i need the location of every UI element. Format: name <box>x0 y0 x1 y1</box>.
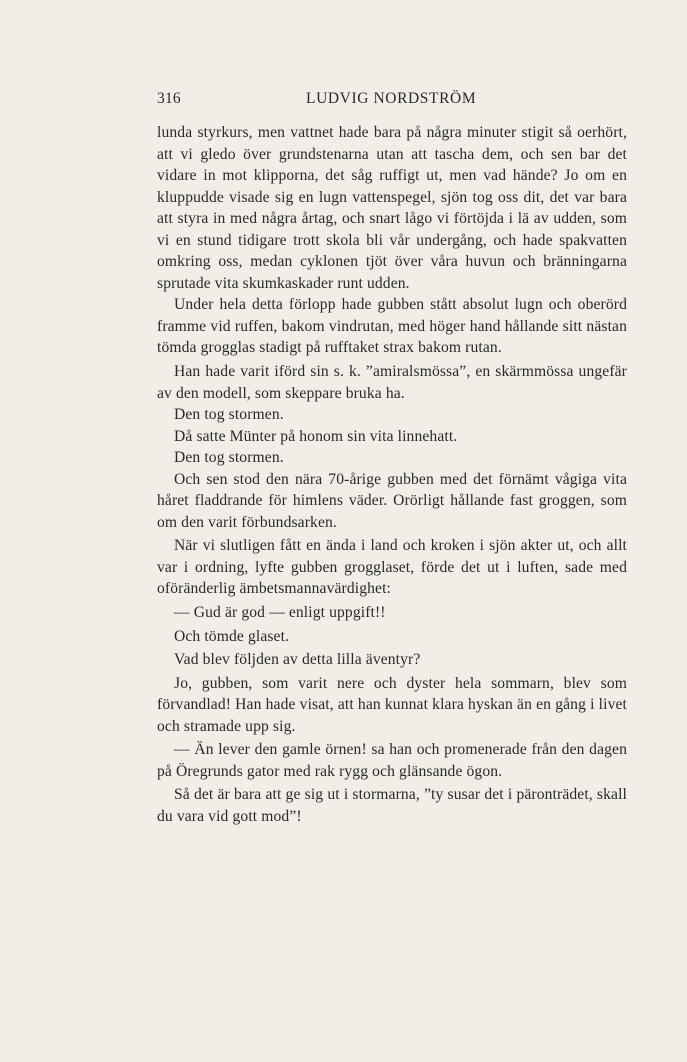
paragraph: Den tog stormen. <box>174 449 284 467</box>
paragraph: Under hela detta förlopp hade gubben stått absolut lugn och oberörd framme vid ruffen, bakom vindrutan, med höger hand hållande sitt nästan tömda grogglas stadigt på rufftaket strax bakom rutan. <box>157 296 627 357</box>
page-number: 316 <box>157 90 181 107</box>
running-head: LUDVIG NORDSTRÖM <box>306 90 477 107</box>
paragraph: Jo, gubben, som varit nere och dyster hela sommarn, blev som förvandlad! Han hade visat, att han kunnat klara hyskan än en gång i livet och stramade upp sig. <box>157 674 627 735</box>
paragraph: Då satte Münter på honom sin vita linnehatt. <box>174 427 458 445</box>
paragraph: — Gud är god — enligt uppgift!! <box>174 604 386 622</box>
body-text <box>157 122 627 828</box>
paragraph: Han hade varit iförd sin s. k. ”amiralsmössa”, en skärmmössa ungefär av den modell, som skeppare bruka ha. <box>157 363 627 402</box>
paragraph: lunda styrkurs, men vattnet hade bara på några minuter stigit så oerhört, att vi gledo över grundstenarna utan att tascha dem, och sen bar det vidare in mot klipporna, det såg ruffigt ut, men vad hände? Jo om en kluppudde visade sig en lugn vattenspegel, sjön tog oss dit, det var bara att styra in med några årtag, och snart lågo vi förtöjda i lä av udden, som vi en stund tidigare trott skola bli vår undergång, och hade spakvatten omkring oss, medan cyklonen tjöt över våra huvun och bränningarna sprutade vita skumkaskader runt udden. <box>157 124 627 292</box>
paragraph: Och tömde glaset. <box>174 627 290 645</box>
page-header <box>157 90 627 114</box>
paragraph: Och sen stod den nära 70-årige gubben med det förnämt vågiga vita håret fladdrande för himlens väder. Orörligt hållande fast groggen, som om den varit förbundsarken. <box>157 470 627 531</box>
paragraph: Vad blev följden av detta lilla äventyr? <box>174 651 421 669</box>
paragraph: Den tog stormen. <box>174 406 284 424</box>
paragraph: — Än lever den gamle örnen! sa han och promenerade från den dagen på Öregrunds gator med rak rygg och glänsande ögon. <box>157 741 627 780</box>
paragraph: När vi slutligen fått en ända i land och kroken i sjön akter ut, och allt var i ordning, lyfte gubben grogglaset, förde det ut i luften, sade med oföränderlig ämbetsmannavärdighet: <box>157 537 627 598</box>
paragraph: Så det är bara att ge sig ut i stormarna, ”ty susar det i päronträdet, skall du vara vid gott mod”! <box>157 786 627 825</box>
